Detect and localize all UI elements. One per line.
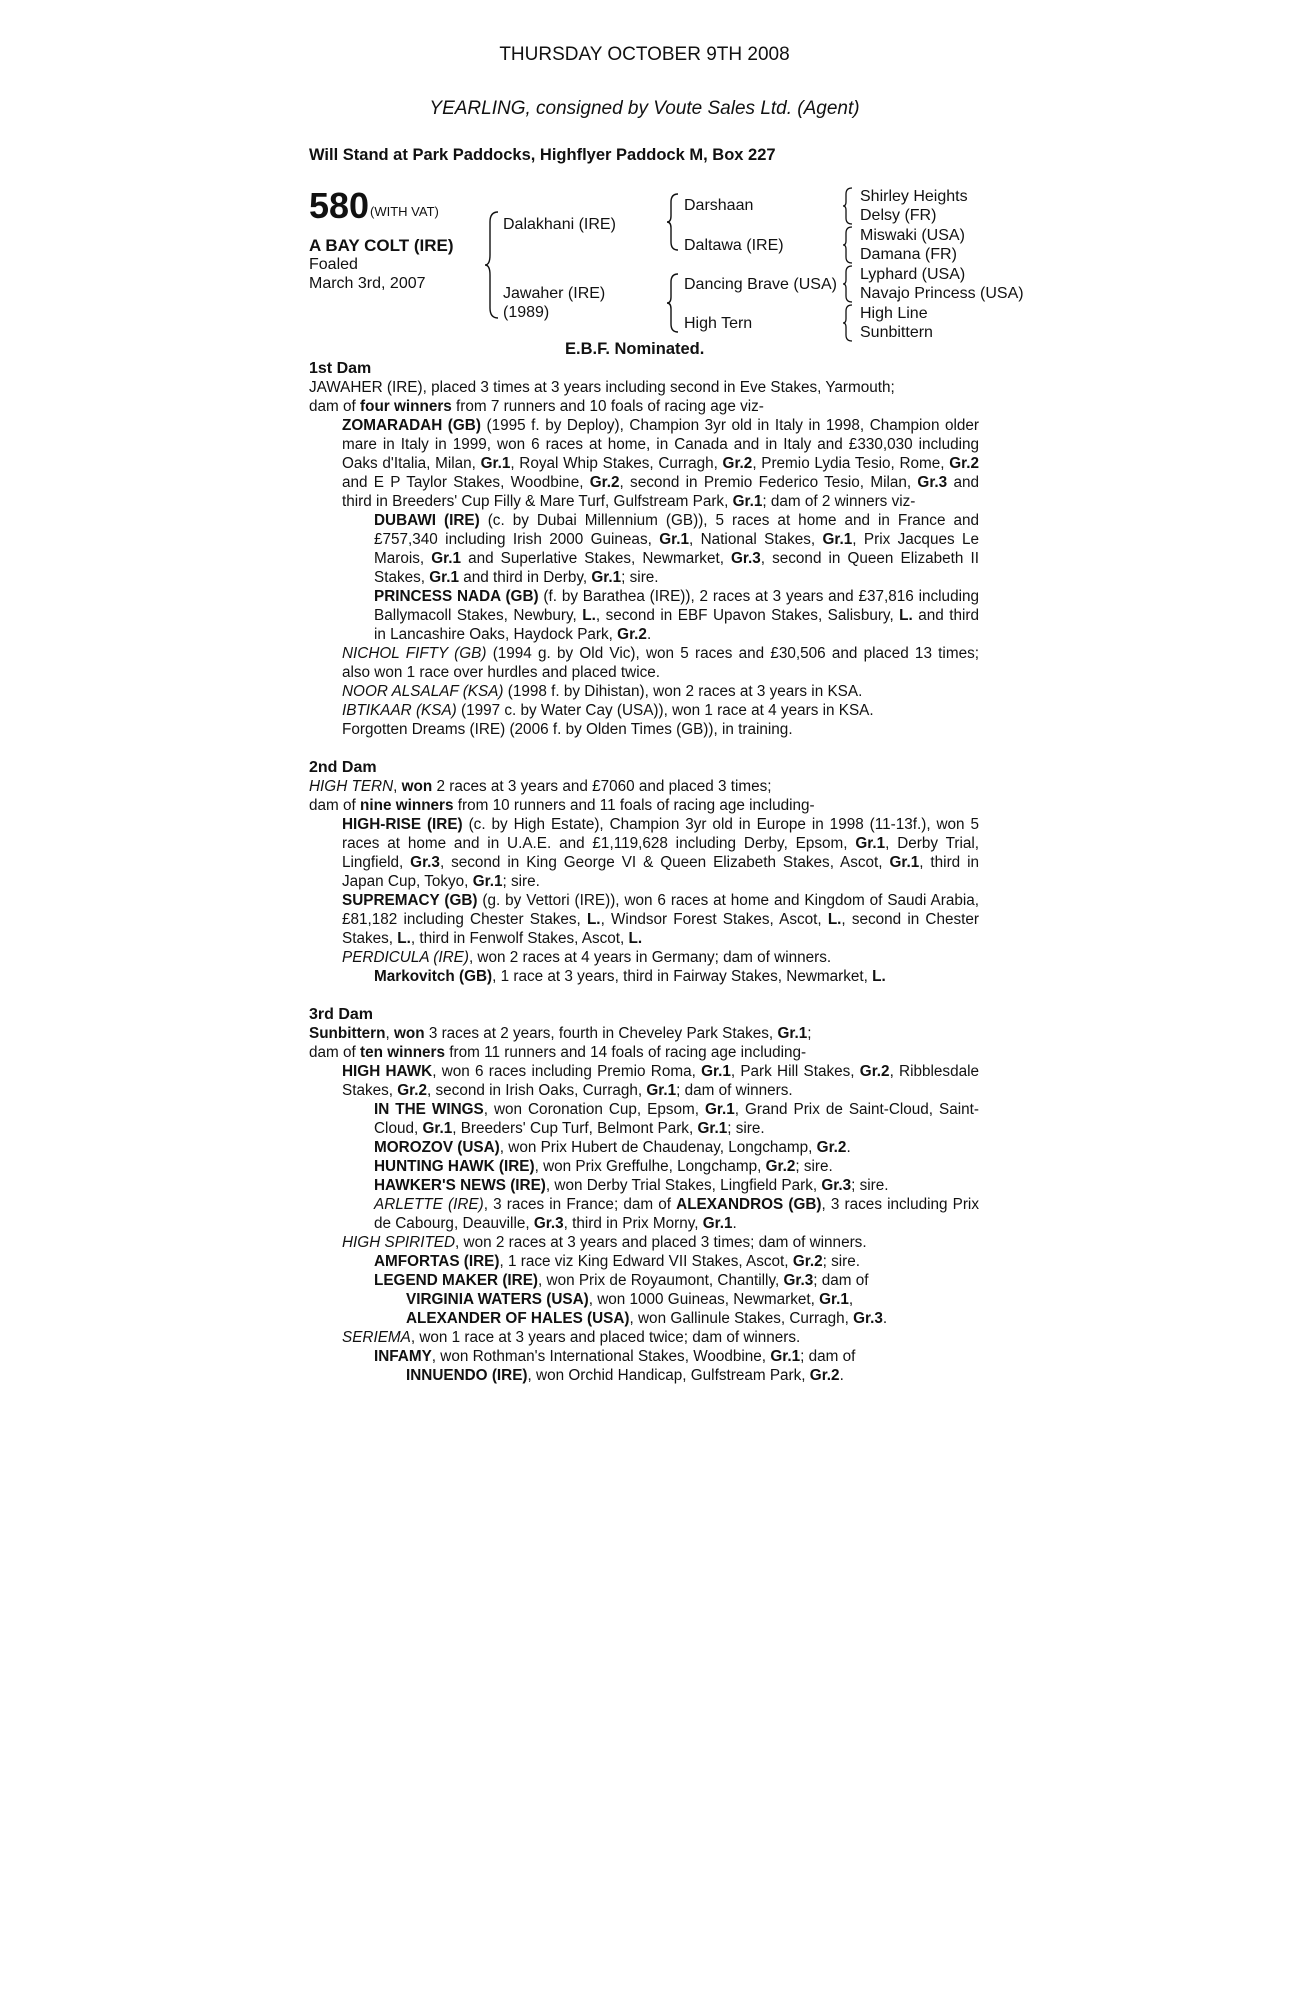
produce-perdicula: PERDICULA (IRE), won 2 races at 4 years in Germany; dam of winners. xyxy=(342,949,832,966)
dam-sire: Dancing Brave (USA) xyxy=(684,276,837,293)
produce-amfortas: AMFORTAS (IRE), 1 race viz King Edward VII Stakes, Ascot, Gr.2; sire. xyxy=(374,1253,860,1270)
second-dam-summary: dam of nine winners from 10 runners and 11 foals of racing age including- xyxy=(309,797,815,814)
vat-note: (WITH VAT) xyxy=(370,204,439,219)
produce-high-rise: HIGH-RISE (IRE) (c. by High Estate), Champion 3yr old in Europe in 1998 (11-13f.), won 5 races at home and in U.A.E. and £1,119,628 including Derby, Epsom, Gr.1, Derby Trial, Lingfield, Gr.3, second in King George VI & Queen Elizabeth Stakes, Ascot, Gr.1, third in Japan Cup, Tokyo, Gr.1; sire. xyxy=(342,816,980,890)
produce-hawkers-news: HAWKER'S NEWS (IRE), won Derby Trial Stakes, Lingfield Park, Gr.3; sire. xyxy=(374,1177,889,1194)
produce-high-hawk: HIGH HAWK, won 6 races including Premio Roma, Gr.1, Park Hill Stakes, Gr.2, Ribblesdale Stakes, Gr.2, second in Irish Oaks, Curragh, Gr.1; dam of winners. xyxy=(342,1063,979,1099)
pedigree-brace-sire xyxy=(666,192,680,252)
third-dam-summary: dam of ten winners from 11 runners and 14 foals of racing age including- xyxy=(309,1044,807,1061)
sale-date: THURSDAY OCTOBER 9TH 2008 xyxy=(499,44,790,65)
produce-nichol-fifty: NICHOL FIFTY (GB) (1994 g. by Old Vic), won 5 races and £30,506 and placed 13 times; also won 1 race over hurdles and placed twice. xyxy=(342,645,979,681)
first-dam-summary: dam of four winners from 7 runners and 10 foals of racing age viz- xyxy=(309,398,764,415)
lot-name: A BAY COLT (IRE) xyxy=(309,236,454,255)
produce-dubawi: DUBAWI (IRE) (c. by Dubai Millennium (GB)), 5 races at home and in France and £757,340 including Irish 2000 Guineas, Gr.1, National Stakes, Gr.1, Prix Jacques Le Marois, Gr.1 and Superlative Stakes, Newmarket, Gr.3, second in Queen Elizabeth II Stakes, Gr.1 and third in Derby, Gr.1; sire. xyxy=(374,512,979,586)
produce-forgotten-dreams: Forgotten Dreams (IRE) (2006 f. by Olden Times (GB)), in training. xyxy=(342,721,793,738)
lot-number: 580 xyxy=(309,185,370,226)
produce-princess-nada: PRINCESS NADA (GB) (f. by Barathea (IRE)), 2 races at 3 years and £37,816 including Ballymacoll Stakes, Newbury, L., second in EBF Upavon Stakes, Salisbury, L. and third in Lancashire Oaks, Haydock Park, Gr.2. xyxy=(374,588,980,643)
dam-dam: High Tern xyxy=(684,315,753,332)
third-dam-heading: 3rd Dam xyxy=(309,1006,374,1023)
pedigree-brace-gg3 xyxy=(842,264,854,304)
produce-record xyxy=(309,359,979,1385)
consignor-line: YEARLING, consigned by Voute Sales Ltd. (Agent) xyxy=(429,98,860,119)
second-dam-heading: 2nd Dam xyxy=(309,759,377,776)
dam-name: Jawaher (IRE) xyxy=(503,285,606,302)
sire-name: Dalakhani (IRE) xyxy=(503,216,616,233)
produce-hunting-hawk: HUNTING HAWK (IRE), won Prix Greffulhe, Longchamp, Gr.2; sire. xyxy=(374,1158,833,1175)
gg-1: Shirley Heights xyxy=(860,188,968,205)
produce-infamy: INFAMY, won Rothman's International Stakes, Woodbine, Gr.1; dam of xyxy=(374,1348,856,1365)
gg-6: Navajo Princess (USA) xyxy=(860,285,1024,302)
produce-markovitch: Markovitch (GB), 1 race at 3 years, third in Fairway Stakes, Newmarket, L. xyxy=(374,968,886,985)
pedigree-brace-gg2 xyxy=(842,225,854,265)
produce-innuendo: INNUENDO (IRE), won Orchid Handicap, Gulfstream Park, Gr.2. xyxy=(406,1367,844,1384)
sire-sire: Darshaan xyxy=(684,197,754,214)
second-dam-line: HIGH TERN, won 2 races at 3 years and £7060 and placed 3 times; xyxy=(309,778,772,795)
gg-8: Sunbittern xyxy=(860,324,933,341)
pedigree-brace-dam xyxy=(666,272,680,334)
produce-alexander-of-hales: ALEXANDER OF HALES (USA), won Gallinule Stakes, Curragh, Gr.3. xyxy=(406,1310,888,1327)
foaled-label: Foaled xyxy=(309,256,358,273)
dam-year: (1989) xyxy=(503,304,550,321)
first-dam-line: JAWAHER (IRE), placed 3 times at 3 years including second in Eve Stakes, Yarmouth; xyxy=(309,379,895,396)
gg-5: Lyphard (USA) xyxy=(860,266,966,283)
sire-dam: Daltawa (IRE) xyxy=(684,237,784,254)
produce-supremacy: SUPREMACY (GB) (g. by Vettori (IRE)), won 6 races at home and Kingdom of Saudi Arabia, £81,182 including Chester Stakes, L., Windsor Forest Stakes, Ascot, L., second in Chester Stakes, L., third in Fenwolf Stakes, Ascot, L. xyxy=(342,892,979,947)
produce-zomaradah: ZOMARADAH (GB) (1995 f. by Deploy), Champion 3yr old in Italy in 1998, Champion older mare in Italy in 1999, won 6 races at home, in Canada and in Italy and £330,030 including Oaks d'Italia, Milan, Gr.1, Royal Whip Stakes, Curragh, Gr.2, Premio Lydia Tesio, Rome, Gr.2 and E P Taylor Stakes, Woodbine, Gr.2, second in Premio Federico Tesio, Milan, Gr.3 and third in Breeders' Cup Filly & Mare Turf, Gulfstream Park, Gr.1; dam of 2 winners viz- xyxy=(342,417,980,510)
stand-location: Will Stand at Park Paddocks, Highflyer Paddock M, Box 227 xyxy=(309,146,776,164)
produce-in-the-wings: IN THE WINGS, won Coronation Cup, Epsom, Gr.1, Grand Prix de Saint-Cloud, Saint-Cloud, Gr.1, Breeders' Cup Turf, Belmont Park, Gr.1; sire. xyxy=(374,1101,979,1137)
produce-legend-maker: LEGEND MAKER (IRE), won Prix de Royaumont, Chantilly, Gr.3; dam of xyxy=(374,1272,869,1289)
produce-ibtikaar: IBTIKAAR (KSA) (1997 c. by Water Cay (USA)), won 1 race at 4 years in KSA. xyxy=(342,702,874,719)
produce-arlette: ARLETTE (IRE), 3 races in France; dam of ALEXANDROS (GB), 3 races including Prix de Cabourg, Deauville, Gr.3, third in Prix Morny, Gr.1. xyxy=(374,1196,979,1232)
pedigree-brace-main xyxy=(484,210,500,320)
pedigree-brace-gg4 xyxy=(842,303,854,343)
produce-morozov: MOROZOV (USA), won Prix Hubert de Chaudenay, Longchamp, Gr.2. xyxy=(374,1139,851,1156)
produce-seriema: SERIEMA, won 1 race at 3 years and placed twice; dam of winners. xyxy=(342,1329,801,1346)
produce-noor-alsalaf: NOOR ALSALAF (KSA) (1998 f. by Dihistan), won 2 races at 3 years in KSA. xyxy=(342,683,863,700)
pedigree-brace-gg1 xyxy=(842,186,854,226)
produce-virginia-waters: VIRGINIA WATERS (USA), won 1000 Guineas, Newmarket, Gr.1, xyxy=(406,1291,854,1308)
third-dam-line: Sunbittern, won 3 races at 2 years, fourth in Cheveley Park Stakes, Gr.1; xyxy=(309,1025,812,1042)
gg-2: Delsy (FR) xyxy=(860,207,937,224)
produce-high-spirited: HIGH SPIRITED, won 2 races at 3 years and placed 3 times; dam of winners. xyxy=(342,1234,867,1251)
ebf-nominated: E.B.F. Nominated. xyxy=(565,340,705,358)
first-dam-heading: 1st Dam xyxy=(309,360,372,377)
gg-7: High Line xyxy=(860,305,928,322)
gg-4: Damana (FR) xyxy=(860,246,957,263)
foaled-date: March 3rd, 2007 xyxy=(309,275,426,292)
gg-3: Miswaki (USA) xyxy=(860,227,965,244)
